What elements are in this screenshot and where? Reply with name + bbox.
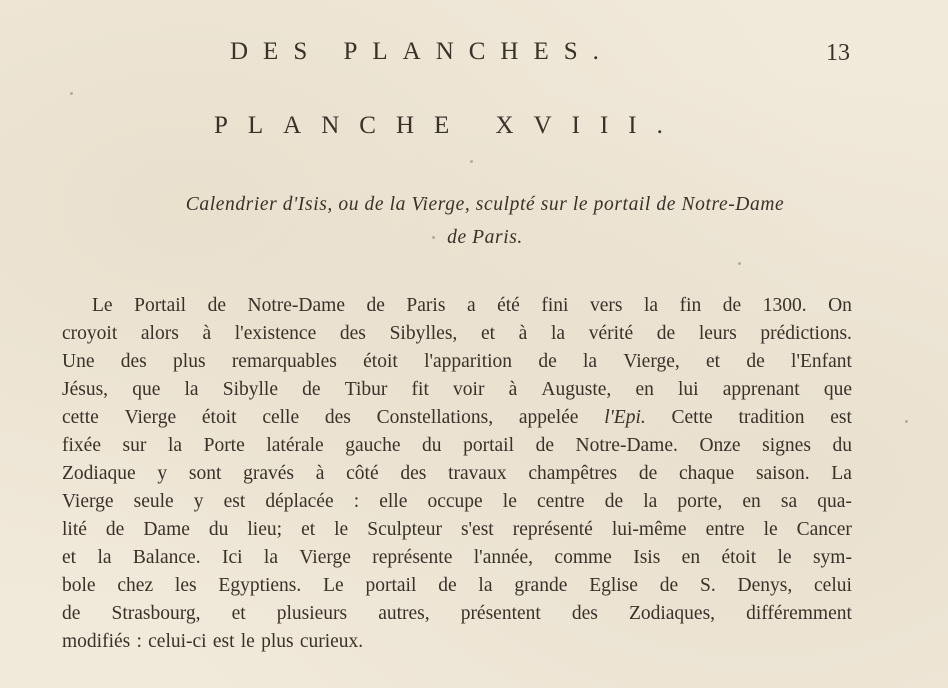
body-word: cette: [62, 407, 99, 428]
body-line: [62, 488, 852, 516]
body-word: Vierge,: [623, 351, 680, 372]
body-word: modifiés: [62, 631, 131, 652]
body-word: le: [240, 631, 255, 652]
body-word: fit: [411, 379, 429, 400]
body-word: travaux: [448, 463, 507, 484]
body-word: des: [571, 603, 598, 624]
body-word: Porte: [203, 435, 245, 456]
body-word: de: [302, 379, 321, 400]
body-word: de: [656, 323, 676, 344]
body-word: à: [518, 323, 528, 344]
body-line: [62, 460, 852, 488]
body-word: signes: [762, 435, 811, 456]
body-word: centre: [536, 491, 585, 512]
body-line: [62, 320, 852, 348]
body-word: chaque: [678, 463, 735, 484]
body-word: de: [659, 575, 679, 596]
body-word: fixée: [62, 435, 101, 456]
body-line: [62, 348, 852, 376]
body-word: celle: [262, 407, 300, 428]
body-word: de: [62, 603, 81, 624]
body-line: [62, 404, 852, 432]
page-number: 13: [826, 40, 850, 66]
body-word: y: [157, 463, 168, 484]
body-word: étoit: [201, 407, 237, 428]
body-word: prédictions.: [760, 323, 852, 344]
body-word: et: [62, 547, 77, 568]
body-word: représente: [372, 547, 453, 568]
body-word: portail: [365, 575, 417, 596]
body-word: représenté: [512, 519, 593, 540]
body-word: de: [722, 295, 742, 316]
body-word: alors: [140, 323, 179, 344]
plate-title: PLANCHE XVIII.: [214, 112, 683, 139]
body-word: la: [583, 351, 598, 372]
body-word: que: [132, 379, 161, 400]
body-word: la: [478, 575, 493, 596]
body-word: sa: [780, 491, 798, 512]
body-word: en: [681, 547, 701, 568]
body-word: l'apparition: [424, 351, 513, 372]
body-word: celui-ci: [148, 631, 207, 652]
body-word: :: [353, 491, 360, 512]
body-word: de: [366, 295, 385, 316]
body-word: en: [635, 379, 654, 400]
body-word: elle: [379, 491, 408, 512]
body-word: est: [223, 491, 246, 512]
body-word: autres,: [378, 603, 430, 624]
body-word: croyoit: [62, 323, 118, 344]
body-line: [62, 516, 852, 544]
body-word: portail: [463, 435, 515, 456]
body-word: Notre-Dame.: [575, 435, 678, 456]
body-word: Le: [92, 295, 113, 316]
body-word: occupe: [427, 491, 483, 512]
body-word: lité: [62, 519, 87, 540]
body-word: Onze: [699, 435, 741, 456]
body-word: y: [193, 491, 204, 512]
body-word: Ici: [221, 547, 243, 568]
body-word: fin: [679, 295, 702, 316]
body-line: [62, 544, 852, 572]
body-word: lieu;: [247, 519, 283, 540]
body-word: apprenant: [722, 379, 800, 400]
body-word: plus: [261, 631, 294, 652]
body-word: champêtres: [528, 463, 618, 484]
body-word: de: [604, 491, 624, 512]
body-word: plusieurs: [276, 603, 348, 624]
body-word: l'Epi.: [604, 407, 646, 428]
subtitle-line-2: de Paris.: [447, 227, 523, 248]
body-word: des: [324, 407, 351, 428]
body-line: [62, 628, 852, 656]
body-word: différemment: [746, 603, 852, 624]
body-word: le: [777, 547, 792, 568]
body-word: saison.: [755, 463, 810, 484]
body-word: sont: [188, 463, 222, 484]
body-word: Cancer: [796, 519, 852, 540]
body-line: [62, 292, 852, 320]
body-word: Dame: [143, 519, 190, 540]
body-paragraph: [62, 292, 852, 656]
body-word: lui-même: [611, 519, 687, 540]
body-word: Jésus,: [62, 379, 109, 400]
body-word: tradition: [738, 407, 805, 428]
body-word: chez: [117, 575, 154, 596]
body-word: Le: [323, 575, 344, 596]
body-line: [62, 572, 852, 600]
body-word: et: [706, 351, 721, 372]
body-word: de: [535, 435, 554, 456]
body-word: été: [497, 295, 520, 316]
body-word: gravés: [243, 463, 295, 484]
body-line: [62, 376, 852, 404]
body-word: Tibur: [344, 379, 388, 400]
body-word: qua-: [817, 491, 852, 512]
body-word: du: [208, 519, 229, 540]
body-word: de: [746, 351, 765, 372]
body-word: sym-: [812, 547, 852, 568]
body-word: le: [334, 519, 349, 540]
body-word: seule: [133, 491, 174, 512]
body-word: la: [167, 435, 183, 456]
body-word: présentent: [460, 603, 541, 624]
body-word: la: [643, 491, 658, 512]
body-word: Constellations,: [376, 407, 494, 428]
body-word: porte,: [677, 491, 723, 512]
body-word: de: [538, 351, 557, 372]
body-word: On: [828, 295, 852, 316]
body-word: Zodiaque: [62, 463, 136, 484]
body-word: Denys,: [737, 575, 793, 596]
body-word: Isis: [633, 547, 661, 568]
body-word: du: [832, 435, 852, 456]
body-word: Vierge: [299, 547, 351, 568]
body-word: la: [643, 295, 659, 316]
body-word: vérité: [588, 323, 634, 344]
body-word: remarquables: [231, 351, 337, 372]
body-word: S.: [699, 575, 716, 596]
body-word: et: [480, 323, 496, 344]
body-word: des: [400, 463, 427, 484]
body-word: de: [105, 519, 125, 540]
body-word: vers: [589, 295, 623, 316]
body-word: à: [202, 323, 212, 344]
body-word: s'est: [460, 519, 494, 540]
body-word: gauche: [345, 435, 401, 456]
body-word: Strasbourg,: [111, 603, 201, 624]
body-word: Une: [62, 351, 95, 372]
body-word: la: [550, 323, 566, 344]
body-word: de: [207, 295, 227, 316]
body-word: étoit: [363, 351, 398, 372]
body-word: des: [339, 323, 366, 344]
body-word: Sibylles,: [389, 323, 458, 344]
body-word: leurs: [698, 323, 737, 344]
body-word: le: [763, 519, 778, 540]
body-word: entre: [705, 519, 745, 540]
body-word: déplacée: [265, 491, 334, 512]
body-word: Cette: [671, 407, 713, 428]
body-word: que: [823, 379, 852, 400]
body-line: [62, 600, 852, 628]
body-word: Eglise: [589, 575, 638, 596]
body-word: Notre-Dame: [247, 295, 345, 316]
body-word: Auguste,: [541, 379, 612, 400]
body-word: la: [263, 547, 278, 568]
body-word: est: [830, 407, 852, 428]
body-word: latérale: [266, 435, 324, 456]
body-word: de: [438, 575, 457, 596]
body-word: fini: [541, 295, 569, 316]
body-word: à: [315, 463, 325, 484]
body-word: Paris: [406, 295, 446, 316]
body-word: le: [502, 491, 517, 512]
body-word: bole: [62, 575, 96, 596]
body-word: des: [120, 351, 147, 372]
body-word: est: [212, 631, 235, 652]
body-word: sur: [122, 435, 147, 456]
body-word: 1300.: [762, 295, 807, 316]
body-word: Vierge: [62, 491, 114, 512]
body-word: en: [742, 491, 761, 512]
body-word: Sculpteur: [367, 519, 442, 540]
body-word: à: [508, 379, 518, 400]
body-word: la: [97, 547, 112, 568]
body-word: celui: [814, 575, 852, 596]
body-word: du: [422, 435, 442, 456]
body-word: plus: [173, 351, 206, 372]
subtitle-line-1: Calendrier d'Isis, ou de la Vierge, sculpté sur le portail de Notre-Dame: [185, 194, 785, 215]
body-word: l'existence: [234, 323, 317, 344]
body-word: la: [184, 379, 199, 400]
body-word: et: [231, 603, 246, 624]
body-word: côté: [346, 463, 379, 484]
body-word: Vierge: [124, 407, 177, 428]
body-word: a: [466, 295, 476, 316]
body-word: curieux.: [299, 631, 364, 652]
body-word: comme: [554, 547, 612, 568]
body-word: étoit: [721, 547, 757, 568]
body-word: voir: [453, 379, 485, 400]
body-word: appelée: [518, 407, 579, 428]
body-word: grande: [514, 575, 568, 596]
body-word: Egyptiens.: [218, 575, 302, 596]
body-word: de: [638, 463, 658, 484]
running-head: DES PLANCHES.: [230, 38, 614, 65]
body-line: [62, 432, 852, 460]
body-word: l'Enfant: [791, 351, 852, 372]
plate-subtitle: [60, 188, 910, 254]
body-word: les: [174, 575, 197, 596]
body-word: Balance.: [132, 547, 201, 568]
body-word: :: [136, 631, 142, 652]
body-word: La: [831, 463, 852, 484]
body-word: Sibylle: [222, 379, 279, 400]
body-word: et: [301, 519, 316, 540]
body-word: Zodiaques,: [628, 603, 716, 624]
body-word: Portail: [134, 295, 187, 316]
body-word: lui: [678, 379, 699, 400]
body-word: l'année,: [473, 547, 534, 568]
